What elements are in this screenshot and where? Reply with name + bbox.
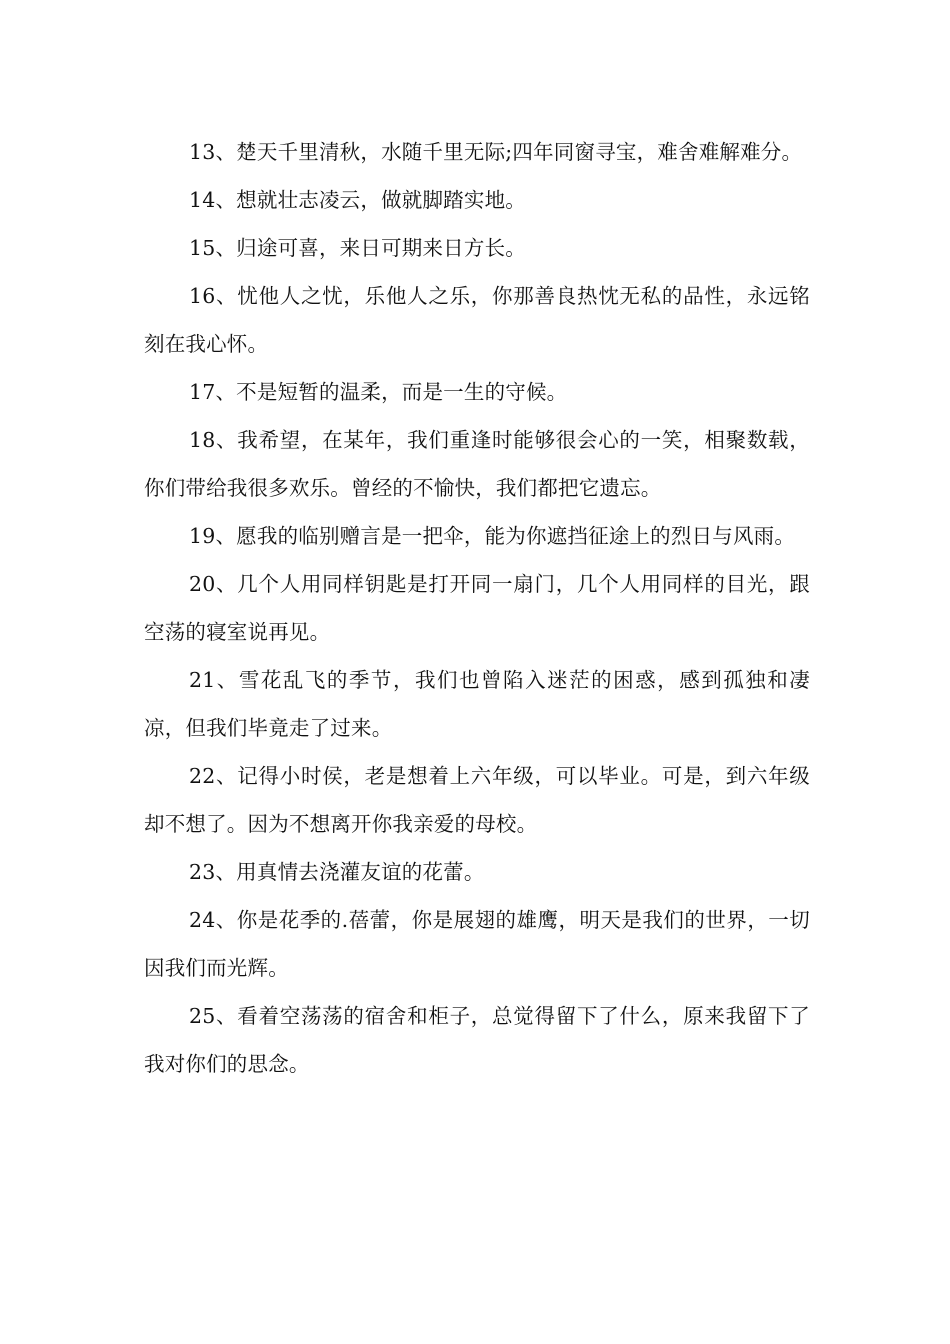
document-body xyxy=(144,128,810,1088)
paragraph-16: 16、忧他人之忧，乐他人之乐，你那善良热忱无私的品性，永远铭刻在我心怀。 xyxy=(144,284,810,356)
paragraph-17: 17、不是短暂的温柔，而是一生的守候。 xyxy=(189,380,568,404)
paragraph-15: 15、归途可喜，来日可期来日方长。 xyxy=(189,236,526,260)
paragraph-21: 21、雪花乱飞的季节，我们也曾陷入迷茫的困惑，感到孤独和凄凉，但我们毕竟走了过来。 xyxy=(144,668,810,740)
paragraph-18: 18、我希望，在某年，我们重逢时能够很会心的一笑，相聚数载，你们带给我很多欢乐。曾经的不愉快，我们都把它遗忘。 xyxy=(144,428,810,500)
paragraph-23: 23、用真情去浇灌友谊的花蕾。 xyxy=(189,860,485,884)
paragraph-19: 19、愿我的临别赠言是一把伞，能为你遮挡征途上的烈日与风雨。 xyxy=(189,524,796,548)
paragraph-13: 13、楚天千里清秋，水随千里无际;四年同窗寻宝，难舍难解难分。 xyxy=(189,140,803,164)
paragraph-22: 22、记得小时侯，老是想着上六年级，可以毕业。可是，到六年级却不想了。因为不想离开你我亲爱的母校。 xyxy=(144,764,810,836)
paragraph-20: 20、几个人用同样钥匙是打开同一扇门，几个人用同样的目光，跟空荡的寝室说再见。 xyxy=(144,572,810,644)
paragraph-25: 25、看着空荡荡的宿舍和柜子，总觉得留下了什么，原来我留下了我对你们的思念。 xyxy=(144,1004,810,1076)
paragraph-24: 24、你是花季的.蓓蕾，你是展翅的雄鹰，明天是我们的世界，一切因我们而光辉。 xyxy=(144,908,810,980)
paragraph-14: 14、想就壮志凌云，做就脚踏实地。 xyxy=(189,188,526,212)
